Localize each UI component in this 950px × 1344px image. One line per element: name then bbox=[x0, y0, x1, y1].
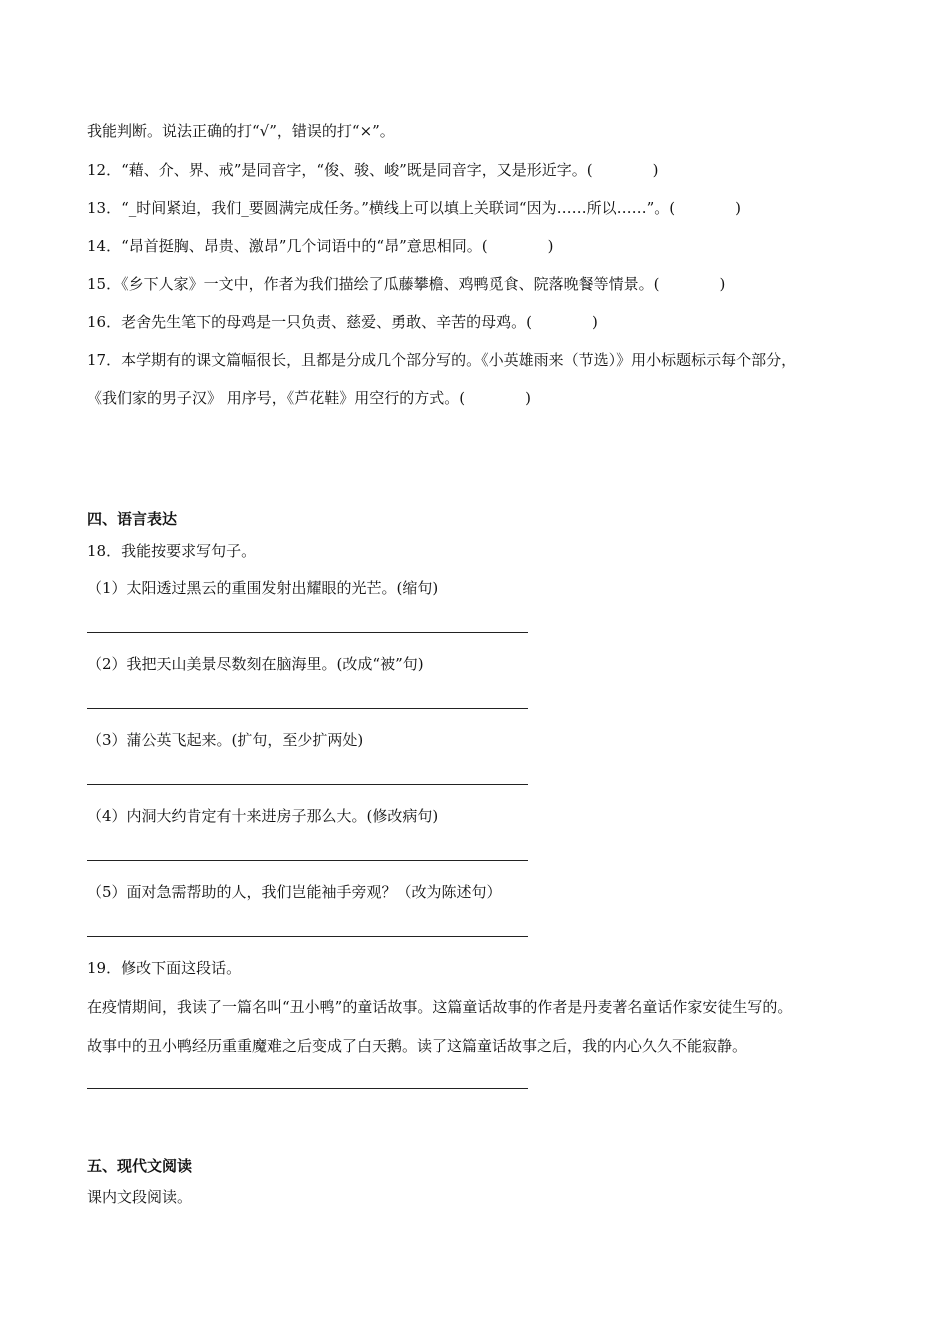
answer-line-18-2[interactable] bbox=[87, 708, 528, 709]
judge-instructions: 我能判断。说法正确的打“√”，错误的打“×”。 bbox=[87, 122, 395, 140]
question-19-title: 19．修改下面这段话。 bbox=[87, 959, 242, 977]
question-17-line1: 17．本学期有的课文篇幅很长，且都是分成几个部分写的。《小英雄雨来（节选）》用小标题标示每个部分， bbox=[87, 351, 797, 369]
section-heading-language-expression: 四、语言表达 bbox=[87, 510, 178, 528]
question-15: 15．《乡下人家》一文中，作者为我们描绘了瓜藤攀檐、鸡鸭觅食、院落晚餐等情景。( ) bbox=[87, 275, 726, 293]
answer-line-18-1[interactable] bbox=[87, 632, 528, 633]
answer-line-18-3[interactable] bbox=[87, 784, 528, 785]
question-18-item-2: （2）我把天山美景尽数刻在脑海里。(改成“被”句) bbox=[87, 655, 424, 673]
question-19-paragraph-line1: 在疫情期间，我读了一篇名叫“丑小鸭”的童话故事。这篇童话故事的作者是丹麦著名童话作家安徒生写的。 bbox=[87, 998, 793, 1016]
question-17-line2: 《我们家的男子汉》 用序号，《芦花鞋》用空行的方式。( ) bbox=[87, 389, 531, 407]
question-14: 14．“昂首挺胸、昂贵、激昂”几个词语中的“昂”意思相同。( ) bbox=[87, 237, 554, 255]
answer-line-18-4[interactable] bbox=[87, 860, 528, 861]
question-19-paragraph-line2: 故事中的丑小鸭经历重重魔难之后变成了白天鹅。读了这篇童话故事之后，我的内心久久不能寂静。 bbox=[87, 1037, 748, 1055]
question-16: 16．老舍先生笔下的母鸡是一只负责、慈爱、勇敢、辛苦的母鸡。( ) bbox=[87, 313, 598, 331]
question-12: 12．“藉、介、界、戒”是同音字，“俊、骏、峻”既是同音字，又是形近字。( ) bbox=[87, 161, 659, 179]
question-18-title: 18．我能按要求写句子。 bbox=[87, 542, 257, 560]
question-18-item-4: （4）内洞大约肯定有十来进房子那么大。(修改病句) bbox=[87, 807, 439, 825]
reading-intro: 课内文段阅读。 bbox=[87, 1188, 193, 1206]
answer-line-18-5[interactable] bbox=[87, 936, 528, 937]
question-18-item-5: （5）面对急需帮助的人，我们岂能袖手旁观？（改为陈述句） bbox=[87, 883, 502, 901]
question-13: 13．“_时间紧迫，我们_要圆满完成任务。”横线上可以填上关联词“因为……所以……”。( ) bbox=[87, 199, 741, 217]
answer-line-19[interactable] bbox=[87, 1088, 528, 1089]
question-18-item-3: （3）蒲公英飞起来。(扩句，至少扩两处) bbox=[87, 731, 364, 749]
question-18-item-1: （1）太阳透过黑云的重围发射出耀眼的光芒。(缩句) bbox=[87, 579, 439, 597]
section-heading-modern-reading: 五、现代文阅读 bbox=[87, 1157, 193, 1175]
